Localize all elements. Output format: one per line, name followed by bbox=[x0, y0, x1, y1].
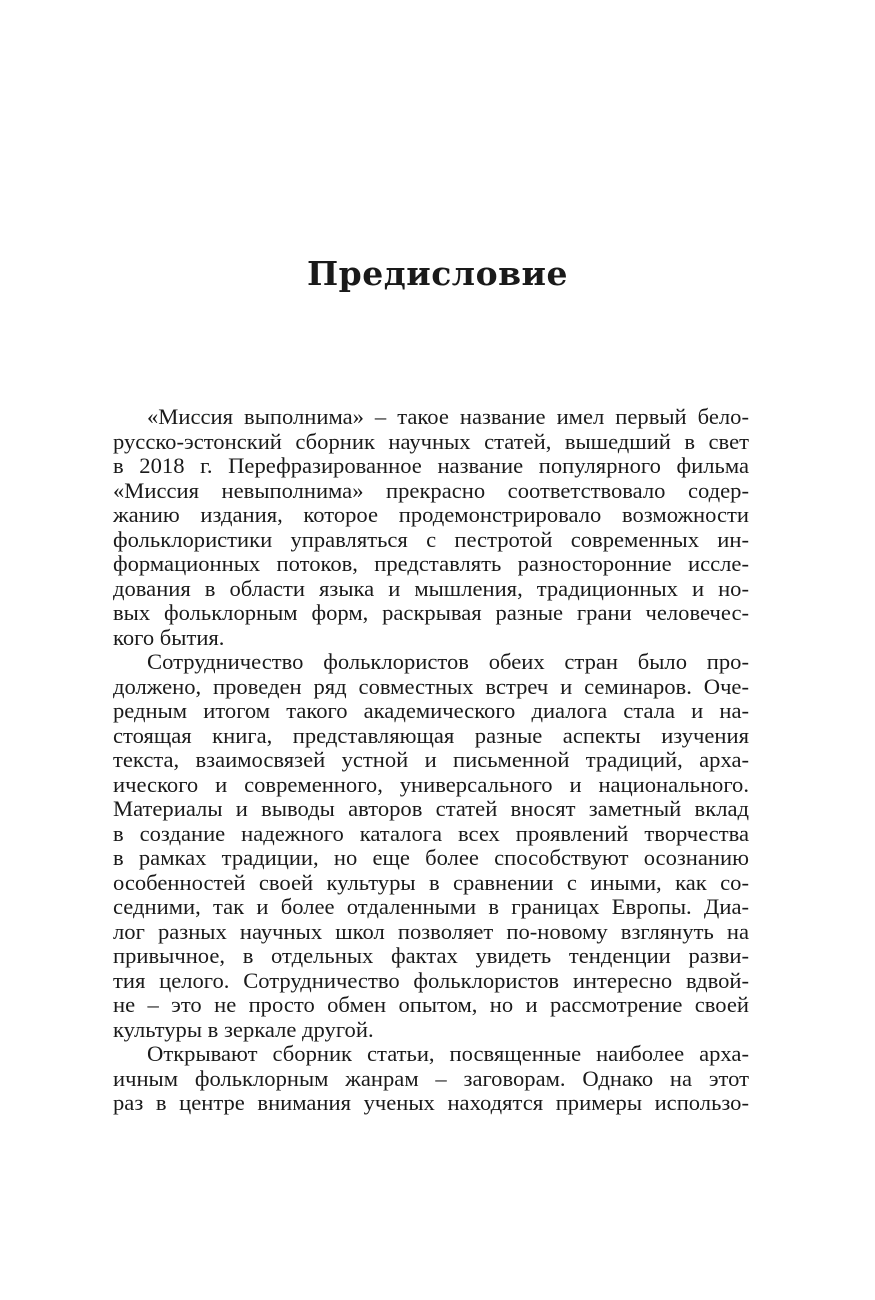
text-line: кого бытия. bbox=[113, 624, 225, 650]
text-line: особенностей своей культуры в сравнении с иными, как со- bbox=[113, 869, 749, 895]
text-line: «Миссия выполнима» – такое название имел первый бело- bbox=[147, 404, 749, 429]
text-line: культуры в зеркале другой. bbox=[113, 1016, 374, 1042]
body-text bbox=[113, 405, 749, 1116]
text-line: формационных потоков, представлять разносторонние иссле- bbox=[113, 551, 749, 576]
text-line: жанию издания, которое продемонстрировало возможности bbox=[113, 502, 749, 527]
text-line: Материалы и выводы авторов статей вносят заметный вклад bbox=[113, 796, 749, 821]
text-line: в рамках традиции, но еще более способствуют осознанию bbox=[113, 845, 749, 870]
text-line: седними, так и более отдаленными в границах Европы. Диа- bbox=[113, 894, 749, 919]
text-line: вых фольклорным форм, раскрывая разные грани человечес- bbox=[113, 600, 749, 625]
text-line: ического и современного, универсального и национального. bbox=[113, 771, 749, 797]
text-line: не – это не просто обмен опытом, но и рассмотрение своей bbox=[113, 992, 749, 1017]
text-line: стоящая книга, представляющая разные аспекты изучения bbox=[113, 722, 749, 748]
page-title: Предисловие bbox=[307, 254, 568, 293]
text-line: текста, взаимосвязей устной и письменной традиций, арха- bbox=[113, 747, 749, 772]
text-line: фольклористики управляться с пестротой современных ин- bbox=[113, 526, 749, 552]
text-line: должено, проведен ряд совместных встреч и семинаров. Оче- bbox=[113, 673, 749, 699]
text-line: Сотрудничество фольклористов обеих стран было про- bbox=[147, 649, 749, 674]
text-line: раз в центре внимания ученых находятся примеры использо- bbox=[113, 1090, 749, 1115]
text-line: русско-эстонский сборник научных статей, вышедший в свет bbox=[113, 428, 749, 454]
text-line: в создание надежного каталога всех проявлений творчества bbox=[113, 820, 749, 846]
paragraph bbox=[113, 405, 749, 650]
text-line: тия целого. Сотрудничество фольклористов интересно вдвой- bbox=[113, 967, 749, 993]
text-line: ичным фольклорным жанрам – заговорам. Однако на этот bbox=[113, 1065, 749, 1091]
text-line: лог разных научных школ позволяет по-новому взглянуть на bbox=[113, 918, 749, 944]
text-line: привычное, в отдельных фактах увидеть тенденции разви- bbox=[113, 943, 749, 968]
text-line: «Миссия невыполнима» прекрасно соответствовало содер- bbox=[113, 477, 749, 503]
text-line: редным итогом такого академического диалога стала и на- bbox=[113, 698, 749, 723]
paragraph bbox=[113, 1042, 749, 1116]
text-line: в 2018 г. Перефразированное название популярного фильма bbox=[113, 453, 749, 478]
text-line: Открывают сборник статьи, посвященные наиболее арха- bbox=[147, 1041, 749, 1066]
text-line: дования в области языка и мышления, традиционных и но- bbox=[113, 575, 749, 601]
paragraph bbox=[113, 650, 749, 1042]
